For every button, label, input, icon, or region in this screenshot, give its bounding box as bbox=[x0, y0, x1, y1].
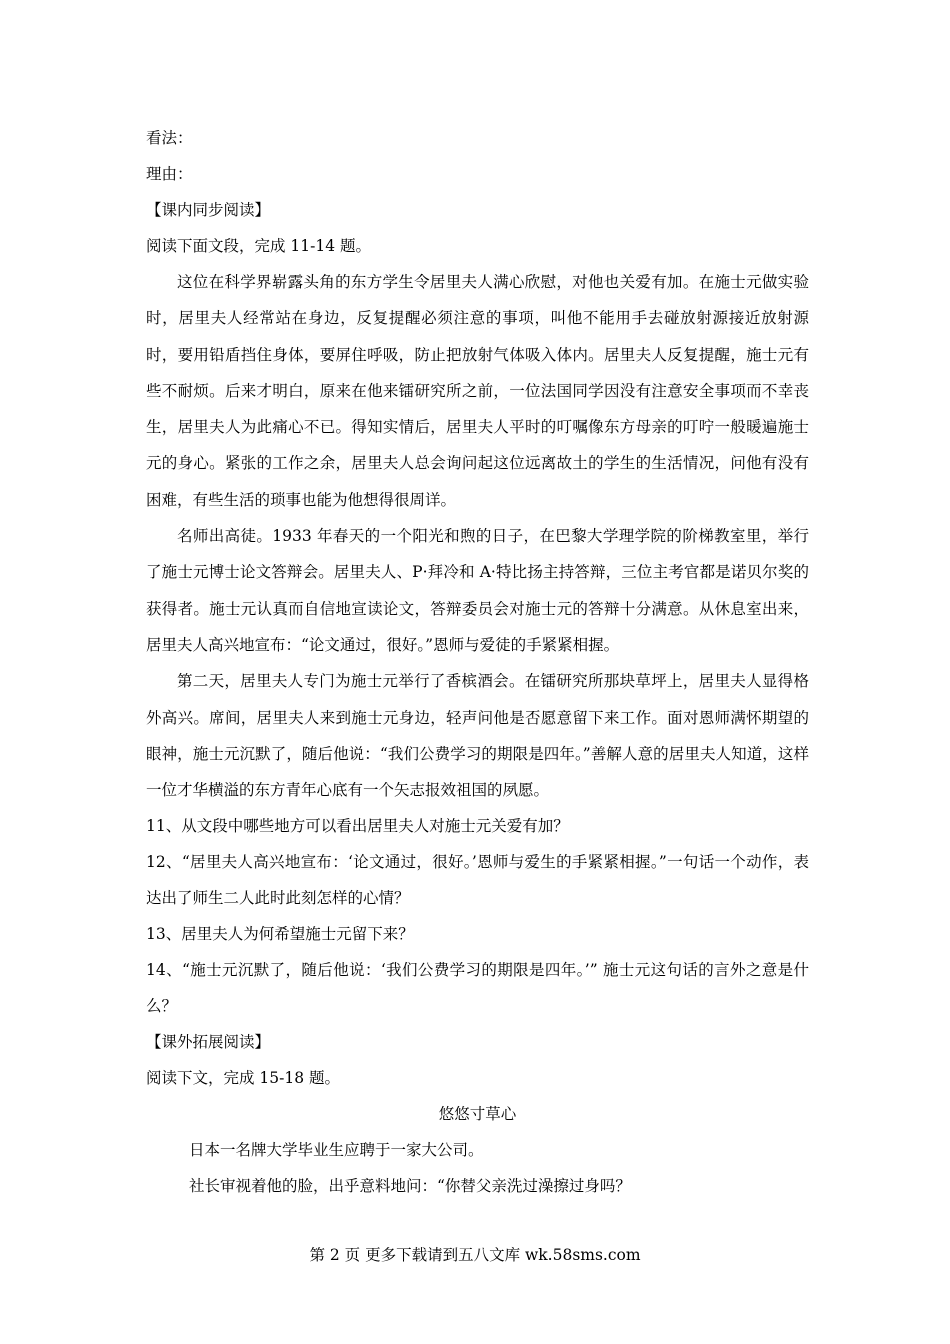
question-13: 13、居里夫人为何希望施士元留下来？ bbox=[146, 925, 414, 944]
passage-paragraph: 这位在科学界崭露头角的东方学生令居里夫人满心欣慰，对他也关爱有加。在施士元做实验时，居里夫人经常站在身边，反复提醒必须注意的事项，叫他不能用手去碰放射源接近放射源时，要用铅盾挡住身体，要屏住呼吸，防止把放射气体吸入体内。居里夫人反复提醒，施士元有些不耐烦。后来才明白，原来在他来镭研究所之前，一位法国同学因没有注意安全事项而不幸丧生，居里夫人为此痛心不已。得知实情后，居里夫人平时的叮嘱像东方母亲的叮咛一般暖遍施士元的身心。紧张的工作之余，居里夫人总会询问起这位远离故土的学生的生活情况，问他有没有困难，有些生活的琐事也能为他想得很周详。 bbox=[146, 273, 809, 509]
question-11: 11、从文段中哪些地方可以看出居里夫人对施士元关爱有加？ bbox=[146, 817, 569, 836]
question-12: 12、“居里夫人高兴地宣布：‘论文通过，很好。’恩师与爱生的手紧紧相握。”一句话一个动作，表达出了师生二人此时此刻怎样的心情？ bbox=[146, 853, 809, 908]
passage-paragraph: 第二天，居里夫人专门为施士元举行了香槟酒会。在镭研究所那块草坪上，居里夫人显得格外高兴。席间，居里夫人来到施士元身边，轻声问他是否愿意留下来工作。面对恩师满怀期望的眼神，施士元沉默了，随后他说：“我们公费学习的期限是四年。”善解人意的居里夫人知道，这样一位才华横溢的东方青年心底有一个矢志报效祖国的夙愿。 bbox=[146, 672, 809, 800]
story-title: 悠悠寸草心 bbox=[438, 1105, 517, 1124]
reason-label: 理由： bbox=[146, 165, 193, 183]
reading-instruction: 阅读下面文段，完成 11-14 题。 bbox=[146, 237, 372, 255]
story-line: 日本一名牌大学毕业生应聘于一家大公司。 bbox=[189, 1141, 484, 1160]
extension-instruction: 阅读下文，完成 15-18 题。 bbox=[146, 1069, 341, 1088]
section-heading-extension: 【课外拓展阅读】 bbox=[146, 1033, 271, 1052]
question-14: 14、“施士元沉默了，随后他说：‘我们公费学习的期限是四年。’” 施士元这句话的言外之意是什么？ bbox=[146, 961, 809, 1016]
passage-paragraph: 名师出高徒。1933 年春天的一个阳光和煦的日子，在巴黎大学理学院的阶梯教室里，举行了施士元博士论文答辩会。居里夫人、P·拜冷和 A·特比扬主持答辩，三位主考官都是诺贝尔奖的获得者。施士元认真而自信地宣读论文，答辩委员会对施士元的答辩十分满意。从休息室出来，居里夫人高兴地宣布：“论文通过，很好。”恩师与爱徒的手紧紧相握。 bbox=[146, 527, 809, 654]
opinion-label: 看法： bbox=[146, 129, 193, 147]
story-line: 社长审视着他的脸，出乎意料地问：“你替父亲洗过澡擦过身吗？ bbox=[189, 1177, 631, 1196]
page-content bbox=[146, 120, 809, 1204]
page-footer: 第 2 页 更多下载请到五八文库 wk.58sms.com bbox=[309, 1246, 641, 1264]
section-heading-in-class: 【课内同步阅读】 bbox=[146, 201, 271, 219]
